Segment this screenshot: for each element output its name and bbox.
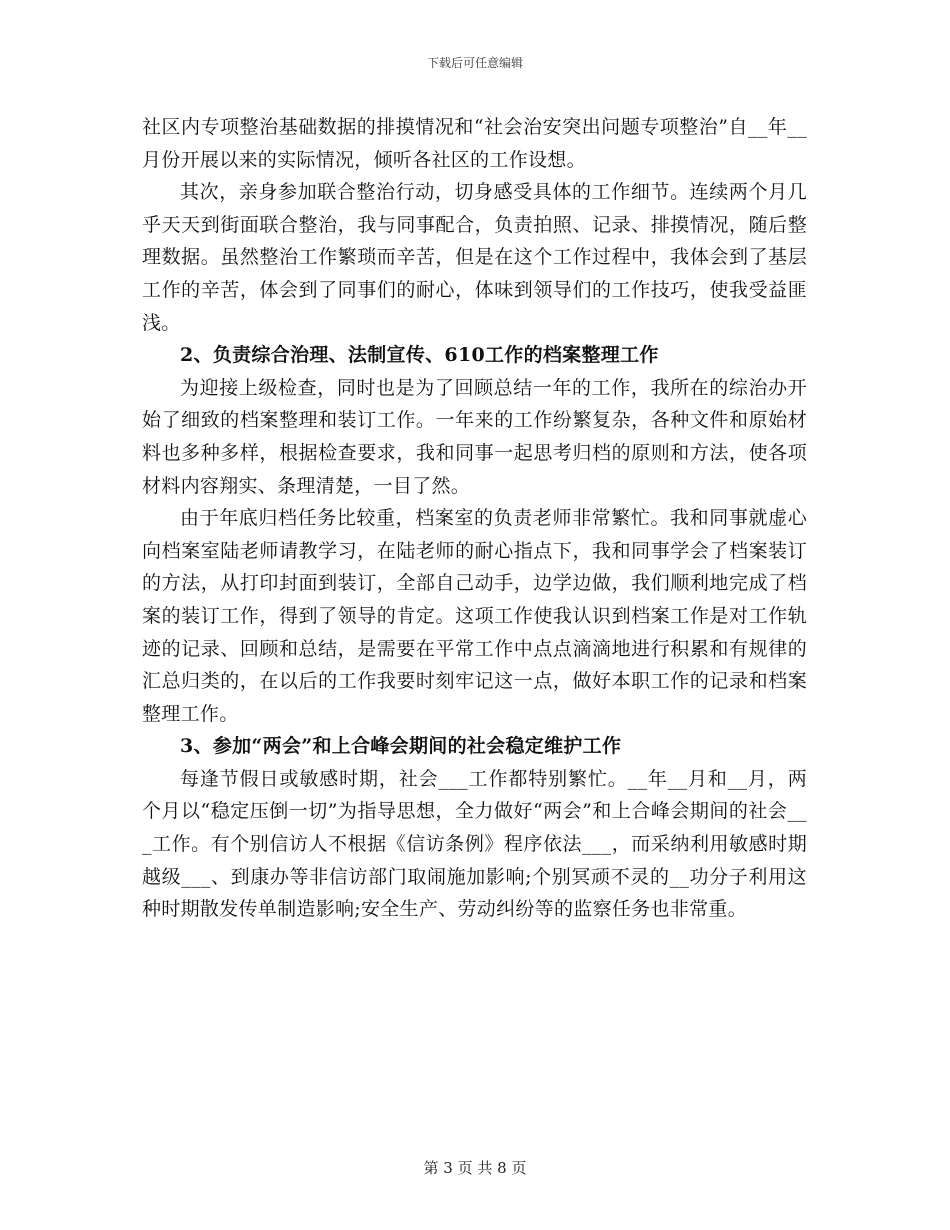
section-heading: 2、负责综合治理、法制宣传、610工作的档案整理工作 xyxy=(180,344,659,367)
page-number: 第 3 页 共 8 页 xyxy=(423,1159,527,1177)
paragraph: 每逢节假日或敏感时期，社会___工作都特别繁忙。__年__月和__月，两个月以“稳定压倒一切”为指导思想，全力做好“两会”和上合峰会期间的社会___工作。有个别信访人不根据《信访条例》程序依法___，而采纳利用敏感时期越级___、到康办等非信访部门取闹施加影响;个别冥顽不灵的__功分子利用这种时期散发传单制造影响;安全生产、劳动纠纷等的监察任务也非常重。 xyxy=(142,767,807,921)
paragraph: 为迎接上级检查，同时也是为了回顾总结一年的工作，我所在的综治办开始了细致的档案整理和装订工作。一年来的工作纷繁复杂，各种文件和原始材料也多种多样，根据检查要求，我和同事一起思考归档的原则和方法，使各项材料内容翔实、条理清楚，一目了然。 xyxy=(142,376,807,497)
page-header: 下载后可任意编辑 xyxy=(426,56,523,70)
paragraph: 由于年底归档任务比较重，档案室的负责老师非常繁忙。我和同事就虚心向档案室陆老师请教学习，在陆老师的耐心指点下，我和同事学会了档案装订的方法，从打印封面到装订，全部自己动手，边学边做，我们顺利地完成了档案的装订工作，得到了领导的肯定。这项工作使我认识到档案工作是对工作轨迹的记录、回顾和总结，是需要在平常工作中点点滴滴地进行积累和有规律的汇总归类的，在以后的工作我要时刻牢记这一点，做好本职工作的记录和档案整理工作。 xyxy=(142,507,807,725)
paragraph: 其次，亲身参加联合整治行动，切身感受具体的工作细节。连续两个月几乎天天到街面联合整治，我与同事配合，负责拍照、记录、排摸情况，随后整理数据。虽然整治工作繁琐而辛苦，但是在这个工作过程中，我体会到了基层工作的辛苦，体会到了同事们的耐心，体味到领导们的工作技巧，使我受益匪浅。 xyxy=(142,181,807,334)
document-body xyxy=(142,111,807,926)
paragraph-continued: 社区内专项整治基础数据的排摸情况和“社会治安突出问题专项整治”自__年__月份开展以来的实际情况，倾听各社区的工作设想。 xyxy=(142,116,807,171)
section-heading: 3、参加“两会”和上合峰会期间的社会稳定维护工作 xyxy=(180,735,622,758)
